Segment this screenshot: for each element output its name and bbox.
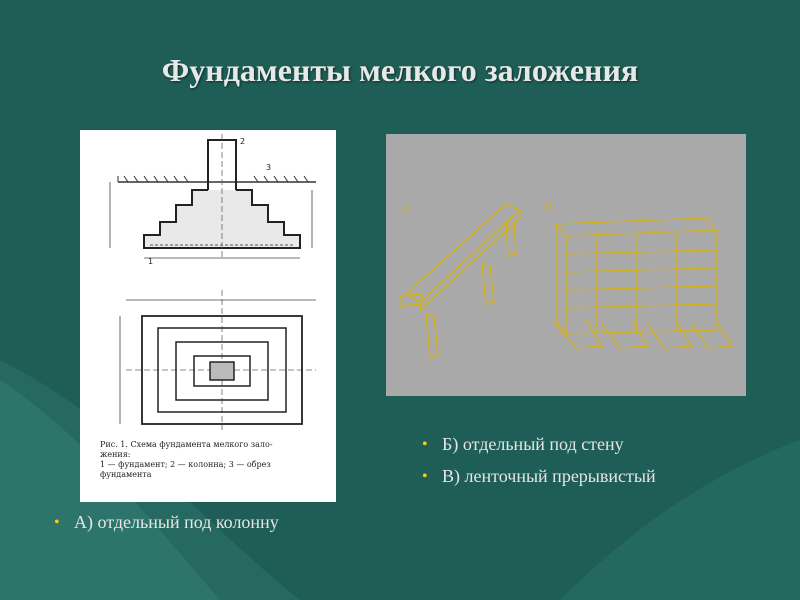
mark-v: 2) (542, 202, 553, 213)
bullet-item (420, 432, 750, 456)
column-foundation-diagram (80, 130, 336, 502)
bullet-text: А) отдельный под колонну (74, 512, 279, 532)
bullet-text: Б) отдельный под стену (442, 434, 624, 454)
slide-title: Фундаменты мелкого заложения (161, 52, 639, 88)
mark-3: 3 (266, 163, 272, 172)
bullet-marker-icon: • (422, 436, 428, 453)
wall-foundation-diagram (386, 134, 746, 396)
bullet-marker-icon: • (422, 468, 428, 485)
caption-line: жения: (100, 450, 131, 459)
bullet-item (420, 464, 750, 488)
bullet-list-right (420, 432, 750, 496)
bullet-text: В) ленточный прерывистый (442, 466, 656, 486)
bullet-item (52, 510, 392, 534)
caption-line: 1 — фундамент; 2 — колонна; 3 — обрез (100, 460, 271, 469)
caption-line: Рис. 1. Схема фундамента мелкого зало- (100, 440, 273, 449)
caption-line: фундамента (100, 470, 152, 479)
mark-2: 2 (240, 137, 246, 146)
wall-foundation-drawing (386, 134, 746, 396)
figure-caption (100, 440, 328, 480)
bullet-list-left (52, 510, 392, 542)
bullet-marker-icon: • (54, 514, 60, 531)
mark-b: 1) (398, 204, 409, 215)
mark-1: 1 (148, 257, 154, 266)
